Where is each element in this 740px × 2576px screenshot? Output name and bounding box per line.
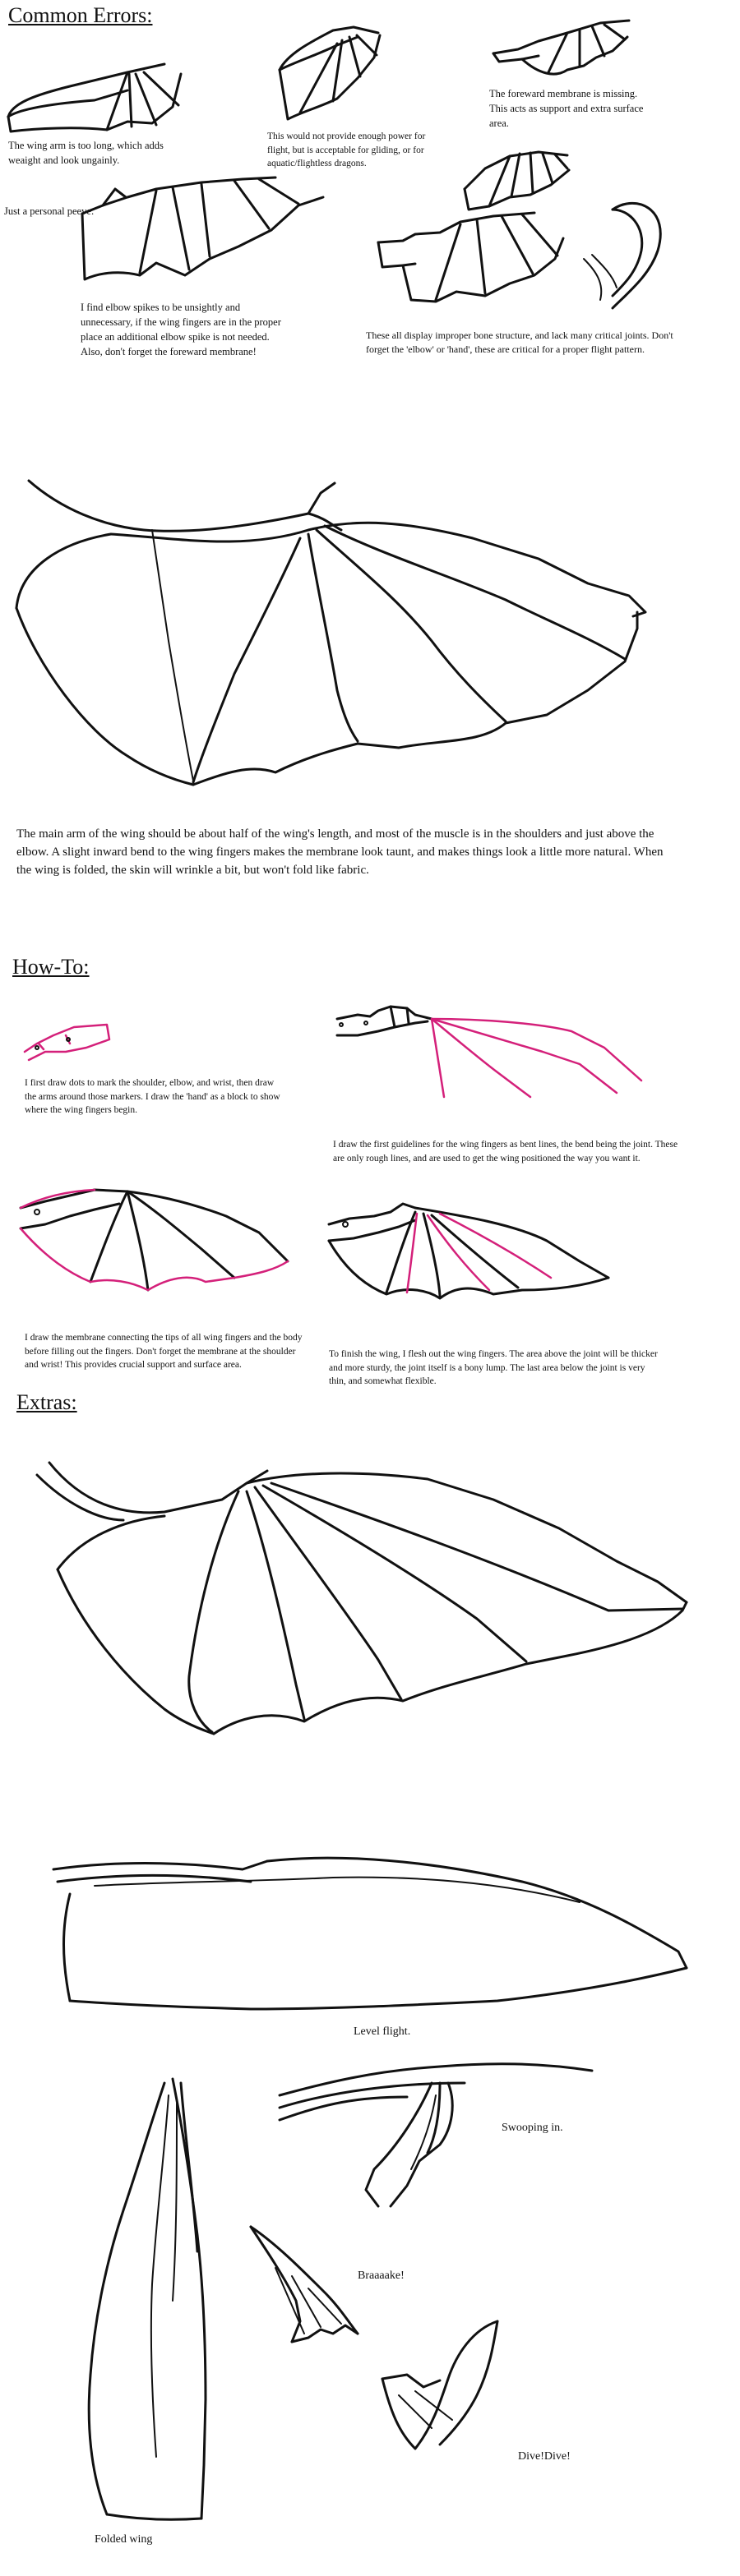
note-arm-too-long: The wing arm is too long, which adds weaight and look ungainly.: [8, 140, 164, 167]
error-wing-long-arm: [4, 58, 193, 136]
caption-brake: Braaaake!: [358, 2270, 405, 2282]
error-wing-no-forward-membrane: [489, 16, 637, 82]
extras-spread-wing: [33, 1446, 699, 1775]
note-not-enough-power: This would not provide enough power for flight, but is acceptable for gliding, or for aquatic/flightless dragons.: [267, 131, 426, 169]
extras-brake-wing: [243, 2219, 366, 2354]
caption-folded: Folded wing: [95, 2533, 153, 2546]
error-wing-improper-large: [370, 210, 567, 312]
caption-swooping: Swooping in.: [502, 2122, 563, 2134]
how-to-step-1: I first draw dots to mark the shoulder, elbow, and wrist, then draw the arms around those markers. I draw the 'hand' as a block to show where the wing fingers begin.: [25, 1078, 280, 1116]
how-to-heading: How-To:: [12, 955, 90, 979]
error-wing-elbow-spike: [78, 173, 329, 296]
caption-dive: Dive!Dive!: [518, 2450, 571, 2463]
error-wing-improper-curl: [580, 193, 674, 312]
extras-level-flight-wing: [45, 1836, 695, 2021]
extras-dive-wing: [374, 2313, 510, 2457]
step2-drawing: [333, 998, 654, 1122]
step1-drawing: [21, 1015, 119, 1064]
common-errors-heading: Common Errors:: [8, 3, 153, 27]
main-wing-drawing: [12, 477, 670, 822]
error-wing-low-power: [271, 21, 386, 127]
extras-heading: Extras:: [16, 1390, 77, 1414]
extras-folded-wing: [74, 2071, 230, 2531]
note-elbow-spikes: I find elbow spikes to be unsightly and unnecessary, if the wing fingers are in the proper place an additional elbow spike is not needed. Also, don't forget the foreward membrane!: [81, 302, 281, 358]
extras-swooping-wing: [275, 2046, 600, 2231]
step4-drawing: [325, 1196, 617, 1331]
note-improper-bones: These all display improper bone structure, and lack many critical joints. Don't forget the 'elbow' or 'hand', these are critical for a proper flight pattern.: [366, 329, 673, 356]
how-to-step-2: I draw the first guidelines for the wing fingers as bent lines, the bend being the joint. These are only rough lines, and are used to get the wing positioned the way you want it.: [333, 1140, 678, 1164]
note-forward-membrane-missing: The foreward membrane is missing. This acts as support and extra surface area.: [489, 88, 644, 130]
peeve-label: Just a personal peeve:: [4, 205, 95, 217]
caption-level-flight: Level flight.: [354, 2025, 411, 2038]
step3-drawing: [12, 1183, 296, 1319]
how-to-step-3: I draw the membrane connecting the tips of all wing fingers and the body before filling out the fingers. Don't forget the membrane at the shoulder and wrist! This provides crucial support and surface area.: [25, 1333, 303, 1371]
how-to-step-4: To finish the wing, I flesh out the wing fingers. The area above the joint will be thicker and more sturdy, the joint itself is a bony lump. The last area below the joint is very thin, and somewhat flexible.: [329, 1349, 658, 1387]
error-wing-improper-small: [460, 144, 576, 218]
main-wing-note: The main arm of the wing should be about half of the wing's length, and most of the muscle is in the shoulders and just above the elbow. A slight inward bend to the wing fingers makes the membrane look taunt, and makes things look a little more natural. When the wing is folded, the skin will wrinkle a bit, but won't fold like fabric.: [16, 827, 664, 877]
